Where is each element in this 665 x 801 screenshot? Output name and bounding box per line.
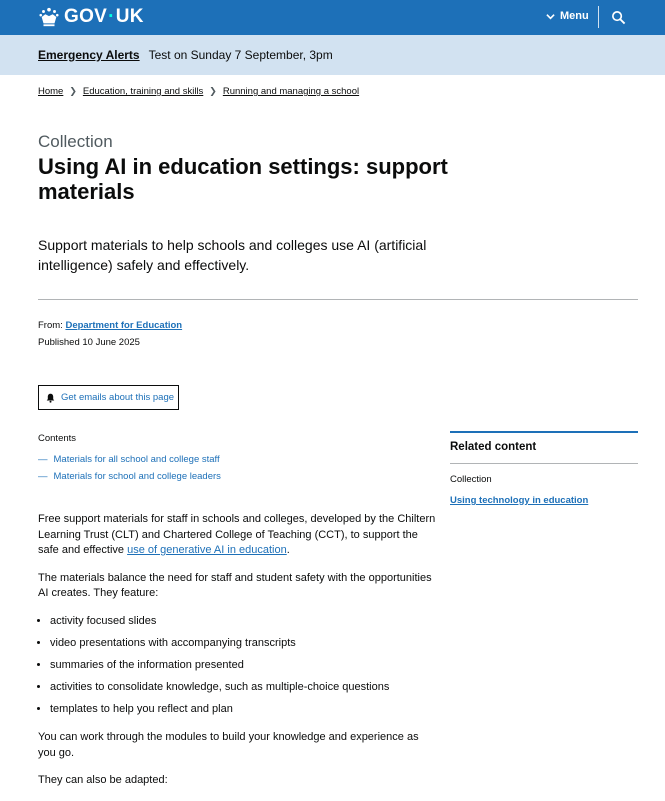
- published-date: Published 10 June 2025: [38, 337, 140, 348]
- list-item: • activities to consolidate knowledge, such as multiple-choice questions: [50, 680, 438, 696]
- site-header: [0, 0, 665, 35]
- contents-link-all-staff[interactable]: Materials for all school and college staff: [53, 454, 220, 465]
- crown-icon: [38, 6, 60, 28]
- page-caption: Collection: [38, 132, 113, 151]
- menu-label: Menu: [560, 10, 589, 22]
- main-body: [38, 512, 438, 801]
- header-divider: [598, 6, 599, 28]
- related-divider: [450, 463, 638, 464]
- chevron-right-icon: ❯: [209, 86, 217, 96]
- section-divider: [38, 299, 638, 300]
- breadcrumb-home[interactable]: Home: [38, 86, 64, 97]
- breadcrumb: [38, 86, 359, 97]
- from-org-link[interactable]: Department for Education: [65, 320, 183, 331]
- list-item: • video presentations with accompanying transcripts: [50, 636, 438, 652]
- contents-list: [38, 451, 221, 485]
- list-item: • summaries of the information presented: [50, 658, 438, 674]
- features-list: [38, 614, 438, 718]
- chevron-right-icon: ❯: [69, 86, 77, 96]
- list-item: • activity focused slides: [50, 614, 438, 630]
- breadcrumb-running-school[interactable]: Running and managing a school: [222, 86, 360, 97]
- contents-item: [38, 468, 221, 485]
- related-link-technology[interactable]: Using technology in education: [450, 495, 589, 506]
- generative-ai-link[interactable]: use of generative AI in education: [127, 544, 287, 557]
- body-paragraph-intro: Free support materials for staff in schools and colleges, developed by the Chiltern Learning Trust (CLT) and Chartered College of Teaching (CCT), to support the safe and effective use of generative AI in education.: [38, 513, 436, 557]
- dash-icon: —: [38, 471, 48, 482]
- logo-text: GOV·UK: [64, 6, 144, 27]
- search-icon[interactable]: [611, 10, 626, 25]
- contents-item: [38, 451, 221, 468]
- breadcrumb-education[interactable]: Education, training and skills: [82, 86, 204, 97]
- chevron-down-icon: [546, 12, 555, 21]
- dash-icon: —: [38, 454, 48, 465]
- bell-icon: [46, 393, 55, 403]
- banner-title-link[interactable]: Emergency Alerts: [38, 48, 140, 62]
- govuk-logo[interactable]: [38, 6, 144, 28]
- body-paragraph-balance: The materials balance the need for staff and student safety with the opportunities AI creates. They feature:: [38, 571, 432, 600]
- contents-heading: Contents: [38, 433, 77, 444]
- contents-link-leaders[interactable]: Materials for school and college leaders: [53, 471, 221, 482]
- from-label: From:: [38, 320, 63, 331]
- related-caption: Collection: [450, 474, 492, 485]
- page-lead: Support materials to help schools and colleges use AI (artificial intelligence) safely and effectively.: [38, 237, 427, 273]
- body-paragraph-modules: You can work through the modules to build your knowledge and experience as you go.: [38, 731, 419, 759]
- meta-from: [38, 320, 182, 331]
- list-item: • templates to help you reflect and plan: [50, 702, 438, 718]
- get-emails-label: Get emails about this page: [61, 392, 175, 403]
- page-title: Using AI in education settings: support materials: [38, 154, 448, 205]
- emergency-alert-banner: [0, 35, 665, 75]
- related-top-border: [450, 431, 638, 433]
- banner-text: Test on Sunday 7 September, 3pm: [148, 48, 333, 62]
- body-paragraph-adapted: They can also be adapted:: [38, 774, 168, 787]
- related-content-heading: Related content: [450, 441, 537, 453]
- get-emails-button[interactable]: [38, 385, 179, 410]
- menu-button[interactable]: [546, 10, 589, 22]
